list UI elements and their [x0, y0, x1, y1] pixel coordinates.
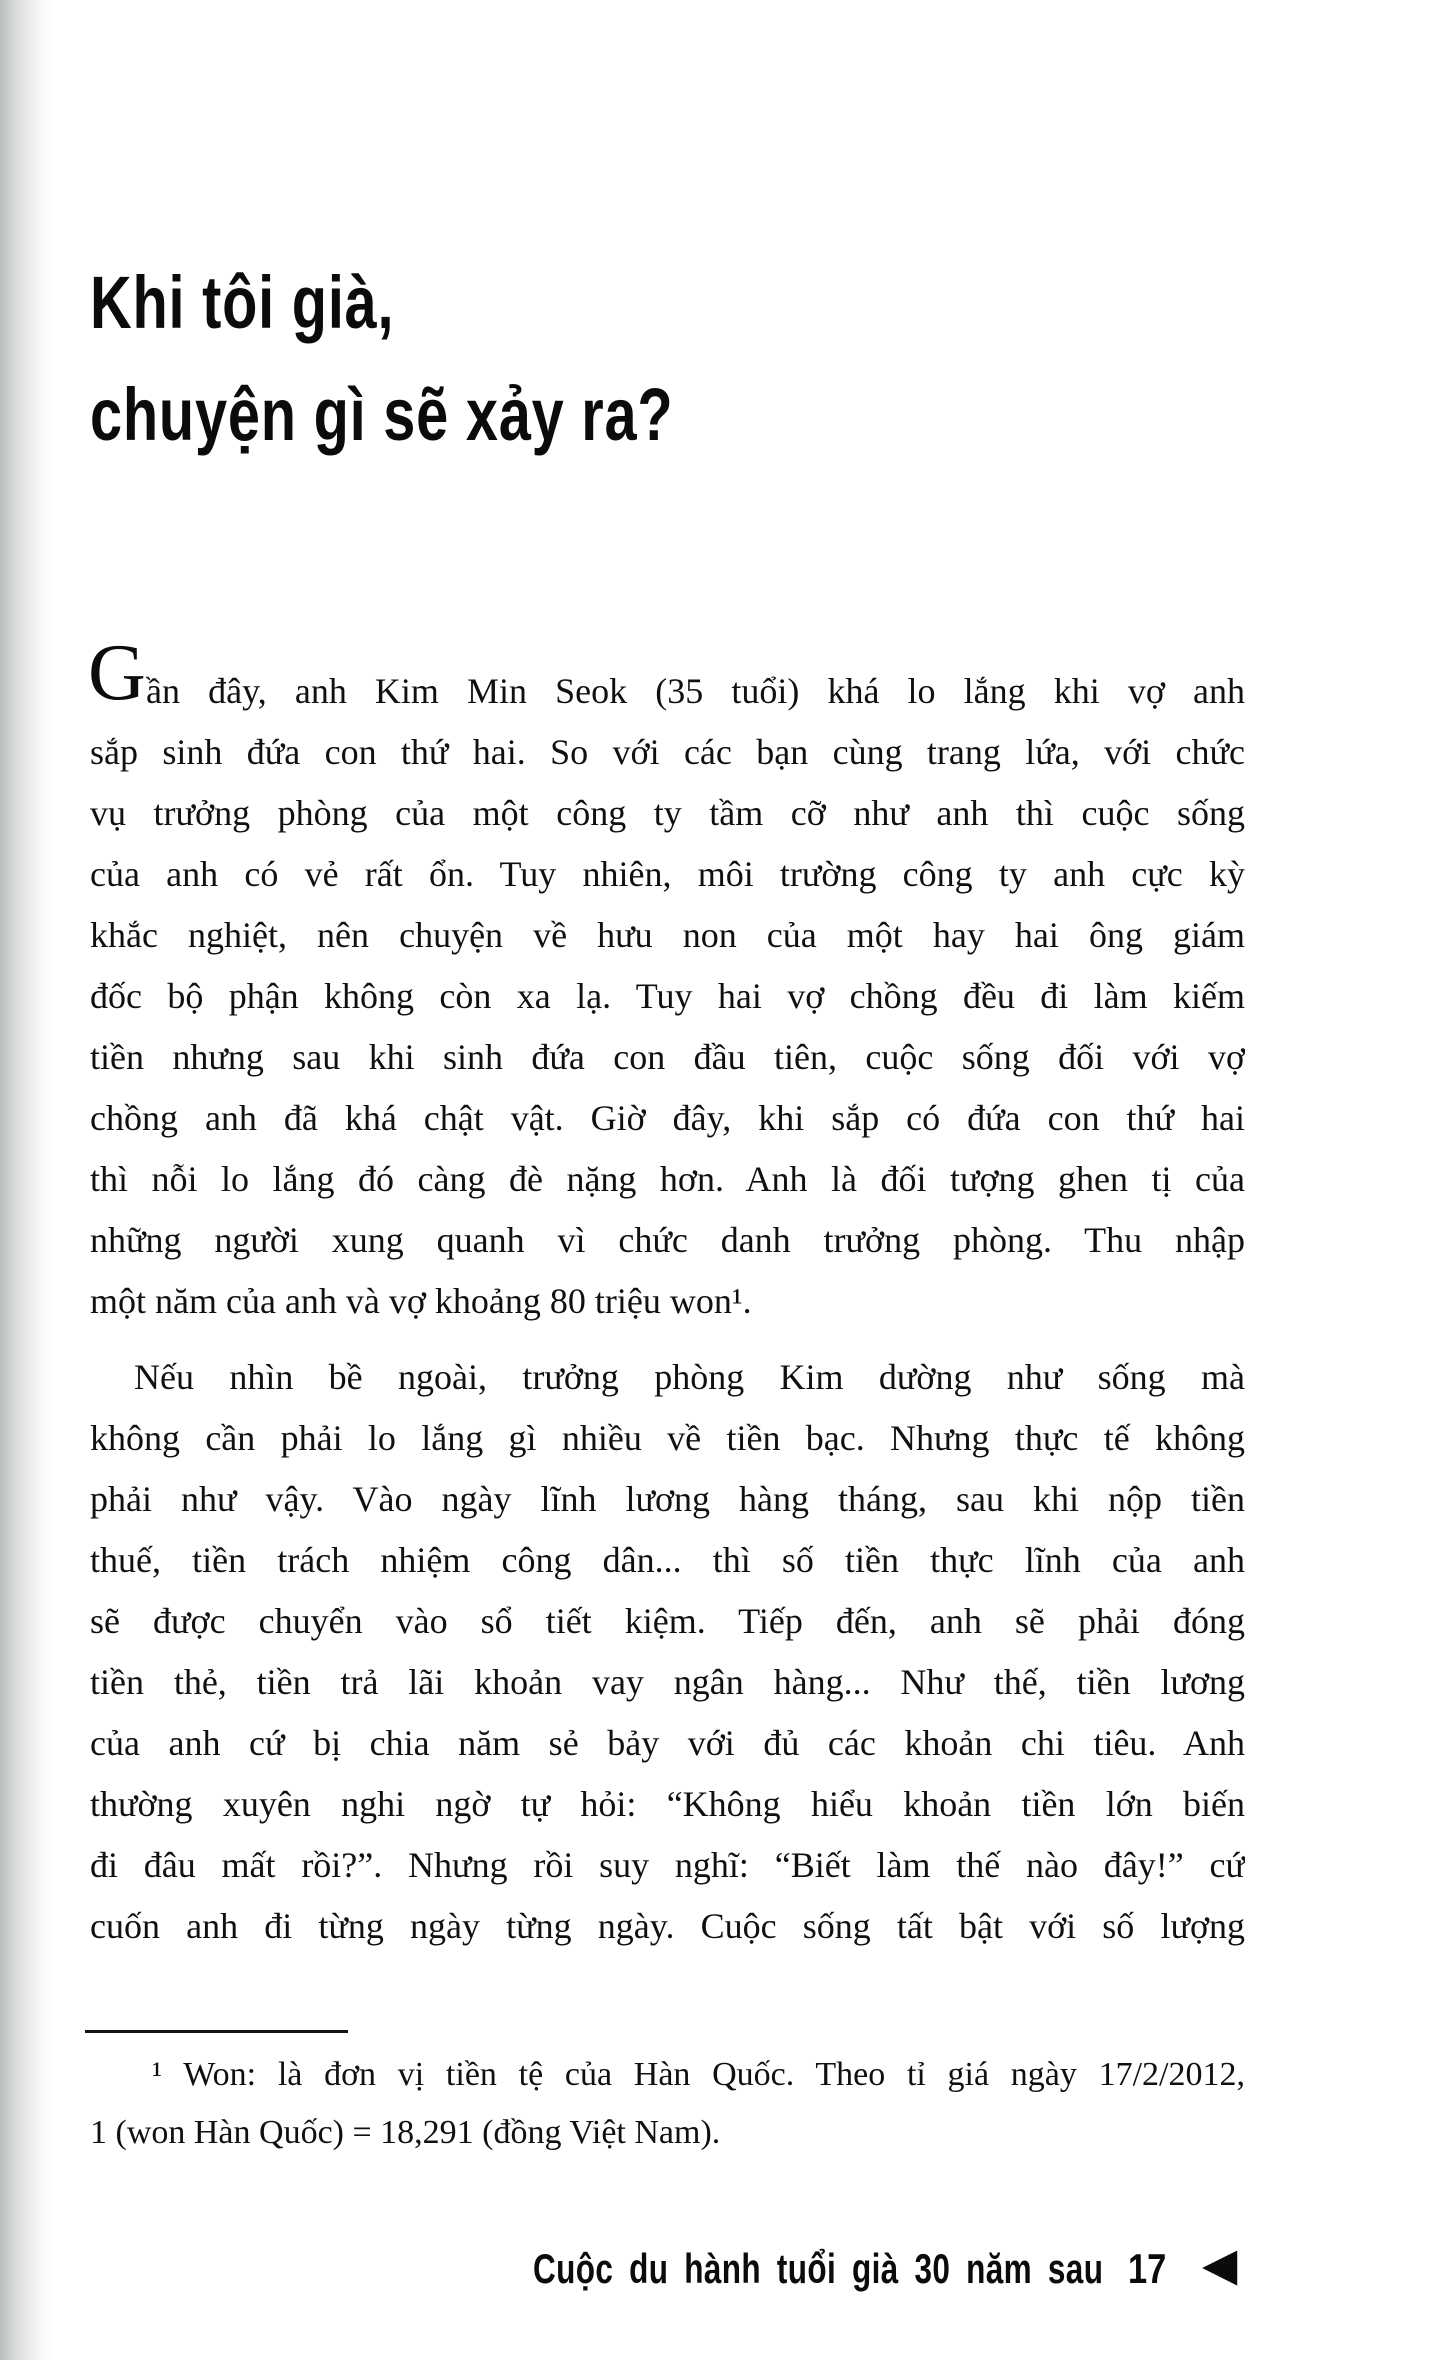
drop-cap-initial: G [88, 629, 146, 717]
paragraph-2 [90, 1347, 1245, 1957]
paragraph-1 [90, 661, 1245, 1332]
text-line: tiền nhưng sau khi sinh đứa con đầu tiên, cuộc sống đối với vợ [90, 1037, 1245, 1077]
text-line: thường xuyên nghi ngờ tự hỏi: “Không hiểu khoản tiền lớn biến [90, 1784, 1245, 1824]
text-line: những người xung quanh vì chức danh trưởng phòng. Thu nhập [90, 1220, 1245, 1260]
running-footer-title: Cuộc du hành tuổi già 30 năm sau [533, 2245, 1104, 2292]
text-line: vụ trưởng phòng của một công ty tầm cỡ như anh thì cuộc sống [90, 793, 1245, 833]
text-line: của anh có vẻ rất ổn. Tuy nhiên, môi trường công ty anh cực kỳ [90, 854, 1245, 894]
text-line: một năm của anh và vợ khoảng 80 triệu won¹. [90, 1281, 752, 1321]
left-triangle-icon: ◀ [1202, 2237, 1238, 2291]
text-line: thì nỗi lo lắng đó càng đè nặng hơn. Anh là đối tượng ghen tị của [90, 1159, 1245, 1199]
text-line: đi đâu mất rồi?”. Nhưng rồi suy nghĩ: “Biết làm thế nào đây!” cứ [90, 1845, 1245, 1885]
text-line: Nếu nhìn bề ngoài, trưởng phòng Kim dường như sống mà [134, 1357, 1245, 1397]
text-line: chồng anh đã khá chật vật. Giờ đây, khi sắp có đứa con thứ hai [90, 1098, 1245, 1138]
page-edge-shadow [0, 0, 52, 2360]
text-line: tiền thẻ, tiền trả lãi khoản vay ngân hàng... Như thế, tiền lương [90, 1662, 1245, 1702]
text-line: khắc nghiệt, nên chuyện về hưu non của một hay hai ông giám [90, 915, 1245, 955]
footnote-line: 1 (won Hàn Quốc) = 18,291 (đồng Việt Nam). [90, 2114, 721, 2151]
text-line: sắp sinh đứa con thứ hai. So với các bạn cùng trang lứa, với chức [90, 732, 1245, 772]
text-line: đốc bộ phận không còn xa lạ. Tuy hai vợ chồng đều đi làm kiếm [90, 976, 1245, 1016]
text-line: phải như vậy. Vào ngày lĩnh lương hàng tháng, sau khi nộp tiền [90, 1479, 1245, 1519]
text-line: ần đây, anh Kim Min Seok (35 tuổi) khá lo lắng khi vợ anh [146, 671, 1245, 711]
text-line: cuốn anh đi từng ngày từng ngày. Cuộc sống tất bật với số lượng [90, 1906, 1245, 1946]
text-line: thuế, tiền trách nhiệm công dân... thì số tiền thực lĩnh của anh [90, 1540, 1245, 1580]
footnote-divider [85, 2030, 348, 2033]
chapter-title-line-1: Khi tôi già, [90, 261, 395, 344]
text-line: của anh cứ bị chia năm sẻ bảy với đủ các khoản chi tiêu. Anh [90, 1723, 1245, 1763]
chapter-title-line-2: chuyện gì sẽ xảy ra? [90, 373, 674, 456]
page-number: 17 [1128, 2245, 1167, 2292]
text-line: không cần phải lo lắng gì nhiều về tiền bạc. Nhưng thực tế không [90, 1418, 1245, 1458]
text-line: sẽ được chuyển vào sổ tiết kiệm. Tiếp đến, anh sẽ phải đóng [90, 1601, 1245, 1641]
footnote [90, 2046, 1245, 2162]
footnote-line: ¹ Won: là đơn vị tiền tệ của Hàn Quốc. Theo tỉ giá ngày 17/2/2012, [152, 2056, 1245, 2093]
